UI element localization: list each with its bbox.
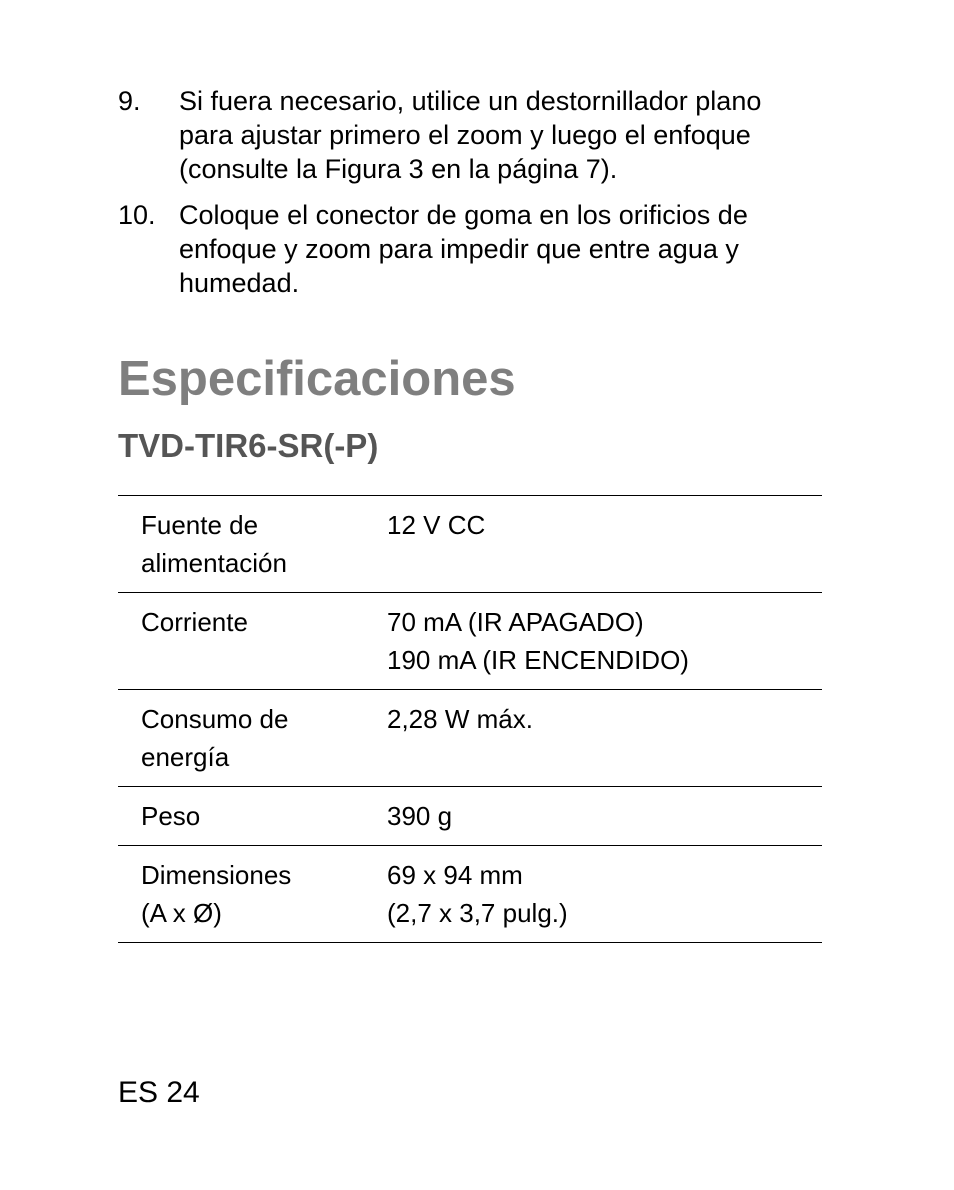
table-row [118, 496, 822, 593]
section-title: Especificaciones [118, 352, 516, 406]
spec-value [387, 846, 822, 943]
table-row [118, 787, 822, 846]
step-number: 9. [118, 86, 141, 116]
step-item [118, 198, 818, 300]
step-text: Coloque el conector de goma en los orificios de enfoque y zoom para impedir que entre agua y humedad. [179, 200, 748, 298]
spec-value [387, 787, 822, 846]
spec-label-line: Dimensiones [141, 860, 292, 890]
spec-label [118, 690, 387, 787]
table-row [118, 846, 822, 943]
spec-value-line: 70 mA (IR APAGADO) [387, 607, 644, 637]
spec-label-line: Fuente de [141, 510, 259, 540]
spec-label-line: energía [141, 742, 230, 772]
spec-value [387, 690, 822, 787]
spec-value-line: 69 x 94 mm [387, 860, 523, 890]
spec-label [118, 593, 387, 690]
spec-value-line: (2,7 x 3,7 pulg.) [387, 898, 568, 928]
spec-label-line: (A x Ø) [141, 898, 222, 928]
step-number: 10. [118, 200, 156, 230]
spec-value [387, 593, 822, 690]
step-item [118, 84, 818, 186]
table-row [118, 593, 822, 690]
spec-value [387, 496, 822, 593]
spec-value-line: 2,28 W máx. [387, 704, 533, 734]
spec-label-line: Corriente [141, 607, 248, 637]
spec-label [118, 846, 387, 943]
spec-label [118, 496, 387, 593]
specifications-table [118, 495, 822, 943]
step-text: Si fuera necesario, utilice un destornillador plano para ajustar primero el zoom y luego el enfoque (consulte la Figura 3 en la página 7). [179, 86, 762, 184]
spec-value-line: 390 g [387, 801, 453, 831]
page-number: ES 24 [118, 1076, 200, 1109]
spec-label [118, 787, 387, 846]
table-row [118, 690, 822, 787]
spec-value-line: 12 V CC [387, 510, 486, 540]
spec-label-line: Consumo de [141, 704, 289, 734]
spec-value-line: 190 mA (IR ENCENDIDO) [387, 645, 689, 675]
instruction-steps [118, 84, 818, 312]
spec-label-line: Peso [141, 801, 201, 831]
spec-label-line: alimentación [141, 548, 287, 578]
model-title: TVD-TIR6-SR(-P) [118, 427, 379, 464]
